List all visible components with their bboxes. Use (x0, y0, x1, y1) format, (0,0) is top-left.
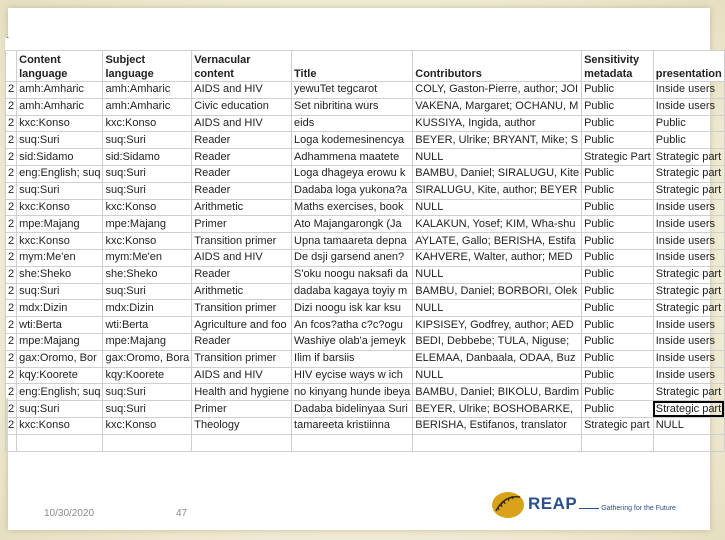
table-cell[interactable]: sid:Sidamo (103, 149, 192, 166)
reap-logo (490, 484, 684, 524)
table-cell[interactable]: BEYER, Ulrike; BRYANT, Mike; S (413, 132, 582, 149)
table-cell[interactable]: kxc:Konso (103, 233, 192, 250)
table-cell[interactable]: NULL (413, 149, 582, 166)
table-row (6, 384, 725, 401)
table-cell[interactable]: Dizi noogu isk kar ksu (292, 300, 413, 317)
column-header[interactable]: Title (292, 51, 413, 82)
selected-cell[interactable]: Strategic part (653, 401, 724, 418)
table-cell[interactable]: Inside users (653, 233, 724, 250)
table-cell[interactable]: amh:Amharic (103, 82, 192, 99)
column-header[interactable]: Sensitivity metadata (582, 51, 654, 82)
table-cell[interactable]: KAHVERE, Walter, author; MED (413, 249, 582, 266)
table-cell[interactable]: eng:English; suq (17, 384, 103, 401)
logo-divider (579, 508, 599, 509)
column-header[interactable]: Contributors (413, 51, 582, 82)
table-row (6, 149, 725, 166)
table-cell[interactable]: Health and hygiene (192, 384, 292, 401)
table-cell[interactable]: mym:Me'en (17, 249, 103, 266)
table-cell[interactable]: Inside users (653, 216, 724, 233)
table-cell[interactable] (413, 434, 582, 451)
table-cell[interactable]: Public (582, 333, 654, 350)
table-cell[interactable]: Reader (192, 149, 292, 166)
table-cell[interactable]: Reader (192, 132, 292, 149)
table-cell[interactable]: kqy:Koorete (103, 367, 192, 384)
table-cell[interactable]: suq:Suri (17, 182, 103, 199)
data-table (5, 50, 725, 452)
table-cell[interactable]: Primer (192, 401, 292, 418)
table-row (6, 266, 725, 283)
table-row (6, 333, 725, 350)
table-cell[interactable]: dadaba kagaya toyiy m (292, 283, 413, 300)
table-cell[interactable]: Public (582, 317, 654, 334)
table-cell[interactable]: Theology (192, 417, 292, 434)
table-cell[interactable]: Public (582, 283, 654, 300)
table-cell[interactable]: 2 (6, 401, 17, 418)
table-row (6, 82, 725, 99)
table-cell[interactable]: Agriculture and foo (192, 317, 292, 334)
table-cell[interactable]: Public (582, 249, 654, 266)
table-cell[interactable]: mdx:Dizin (103, 300, 192, 317)
table-cell[interactable]: suq:Suri (103, 283, 192, 300)
table-row (6, 300, 725, 317)
table-cell[interactable]: Public (582, 115, 654, 132)
spreadsheet-view (5, 38, 722, 432)
table-cell[interactable]: Public (582, 350, 654, 367)
table-row (6, 98, 725, 115)
slide-page-number: 47 (176, 508, 188, 519)
table-cell[interactable]: 2 (6, 233, 17, 250)
table-cell[interactable]: mpe:Majang (17, 216, 103, 233)
table-cell[interactable]: Strategic part (653, 182, 724, 199)
table-cell[interactable]: Inside users (653, 98, 724, 115)
table-cell[interactable]: 2 (6, 82, 17, 99)
table-cell[interactable]: Strategic part (582, 417, 654, 434)
table-cell[interactable]: Ilim if barsiis (292, 350, 413, 367)
table-cell[interactable]: BAMBU, Daniel; BORBORI, Olek (413, 283, 582, 300)
table-cell[interactable]: BAMBU, Daniel; SIRALUGU, Kite (413, 165, 582, 182)
table-cell[interactable] (6, 434, 17, 451)
table-cell[interactable]: Strategic part (653, 384, 724, 401)
table-cell[interactable]: 2 (6, 249, 17, 266)
table-row (6, 165, 725, 182)
table-cell[interactable]: wti:Berta (103, 317, 192, 334)
table-cell[interactable] (103, 434, 192, 451)
table-cell[interactable]: mpe:Majang (103, 333, 192, 350)
table-row (6, 417, 725, 434)
table-cell[interactable]: eids (292, 115, 413, 132)
table-cell[interactable]: NULL (413, 300, 582, 317)
table-cell[interactable]: kxc:Konso (17, 417, 103, 434)
table-cell[interactable]: AIDS and HIV (192, 115, 292, 132)
table-cell[interactable]: KALAKUN, Yosef; KIM, Wha-shu (413, 216, 582, 233)
table-cell[interactable]: NULL (653, 417, 724, 434)
table-cell[interactable]: Strategic Part (582, 149, 654, 166)
table-row (6, 283, 725, 300)
table-cell[interactable]: NULL (413, 367, 582, 384)
table-cell[interactable]: Arithmetic (192, 199, 292, 216)
table-cell[interactable]: S'oku noogu naksafi da (292, 266, 413, 283)
column-header[interactable]: Vernacular content (192, 51, 292, 82)
table-cell[interactable]: Public (582, 367, 654, 384)
table-cell[interactable]: kxc:Konso (17, 199, 103, 216)
table-cell[interactable]: Strategic part (653, 283, 724, 300)
table-cell[interactable]: suq:Suri (103, 132, 192, 149)
table-cell[interactable]: Arithmetic (192, 283, 292, 300)
table-row (6, 249, 725, 266)
table-cell[interactable]: suq:Suri (103, 182, 192, 199)
table-cell[interactable]: suq:Suri (103, 384, 192, 401)
table-body (6, 82, 725, 452)
table-cell[interactable]: HIV eycise ways w ich (292, 367, 413, 384)
table-cell[interactable]: wti:Berta (17, 317, 103, 334)
table-cell[interactable]: Reader (192, 182, 292, 199)
table-cell[interactable]: Inside users (653, 249, 724, 266)
table-cell[interactable]: Transition primer (192, 233, 292, 250)
table-cell[interactable]: Civic education (192, 98, 292, 115)
table-cell[interactable]: Public (582, 266, 654, 283)
table-cell[interactable]: 2 (6, 216, 17, 233)
table-cell[interactable]: Public (582, 199, 654, 216)
table-cell[interactable]: Dadaba loga yukona?a (292, 182, 413, 199)
table-cell[interactable]: Public (582, 401, 654, 418)
table-cell[interactable]: kxc:Konso (103, 417, 192, 434)
table-cell[interactable]: sid:Sidamo (17, 149, 103, 166)
column-header[interactable]: Subject language (103, 51, 192, 82)
table-cell[interactable]: SIRALUGU, Kite, author; BEYER (413, 182, 582, 199)
table-cell[interactable]: Strategic part (653, 165, 724, 182)
table-cell[interactable]: suq:Suri (17, 401, 103, 418)
table-cell[interactable] (192, 434, 292, 451)
table-cell[interactable]: Adhammena maatete (292, 149, 413, 166)
table-cell[interactable]: Public (582, 182, 654, 199)
reap-wheat-logo-icon (490, 487, 526, 521)
table-cell[interactable]: Inside users (653, 82, 724, 99)
table-cell[interactable]: Inside users (653, 367, 724, 384)
table-cell[interactable]: VAKENA, Margaret; OCHANU, M (413, 98, 582, 115)
table-cell[interactable]: AIDS and HIV (192, 82, 292, 99)
table-cell[interactable]: Upna tamaareta depna (292, 233, 413, 250)
table-cell[interactable]: KUSSIYA, Ingida, author (413, 115, 582, 132)
table-row (6, 317, 725, 334)
table-cell[interactable]: tamareeta kristiinna (292, 417, 413, 434)
table-cell[interactable]: suq:Suri (17, 283, 103, 300)
table-cell[interactable]: Set nibritina wurs (292, 98, 413, 115)
table-cell[interactable]: NULL (413, 199, 582, 216)
table-cell[interactable]: Loga kodemesinencya (292, 132, 413, 149)
table-cell[interactable]: BERISHA, Estifanos, translator (413, 417, 582, 434)
table-cell[interactable]: Ato Majangarongk (Ja (292, 216, 413, 233)
table-cell[interactable]: 2 (6, 300, 17, 317)
table-cell[interactable]: Strategic part (653, 300, 724, 317)
table-cell[interactable]: amh:Amharic (17, 98, 103, 115)
table-cell[interactable]: no kinyang hunde ibeya (292, 384, 413, 401)
table-cell[interactable]: Public (582, 165, 654, 182)
table-cell[interactable]: Reader (192, 266, 292, 283)
logo-tagline: Gathering for the Future (601, 504, 676, 512)
table-row (6, 434, 725, 451)
table-cell[interactable]: amh:Amharic (103, 98, 192, 115)
table-cell[interactable] (17, 434, 103, 451)
table-cell[interactable]: gax:Oromo, Bora (103, 350, 192, 367)
table-cell[interactable]: Public (582, 98, 654, 115)
table-row (6, 233, 725, 250)
table-cell[interactable]: Public (582, 233, 654, 250)
table-cell[interactable]: she:Sheko (17, 266, 103, 283)
table-cell[interactable]: Public (653, 115, 724, 132)
table-cell[interactable]: COLY, Gaston-Pierre, author; JOI (413, 82, 582, 99)
table-cell[interactable]: Transition primer (192, 350, 292, 367)
slide-date: 10/30/2020 (44, 508, 95, 519)
table-cell[interactable]: Primer (192, 216, 292, 233)
table-cell[interactable]: Dadaba bidelinyaa Suri (292, 401, 413, 418)
table-cell[interactable]: mpe:Majang (17, 333, 103, 350)
table-cell[interactable]: Public (582, 132, 654, 149)
table-cell[interactable]: kxc:Konso (17, 233, 103, 250)
table-cell[interactable]: 2 (6, 317, 17, 334)
table-cell[interactable]: An fcos?atha c?c?ogu (292, 317, 413, 334)
table-cell[interactable]: Public (582, 82, 654, 99)
table-cell[interactable] (582, 434, 654, 451)
table-cell[interactable]: ELEMAA, Danbaala, ODAA, Buz (413, 350, 582, 367)
table-cell[interactable]: 2 (6, 350, 17, 367)
table-row (6, 115, 725, 132)
table-cell[interactable]: 2 (6, 98, 17, 115)
table-row (6, 367, 725, 384)
table-cell[interactable]: Inside users (653, 199, 724, 216)
table-cell[interactable] (653, 434, 724, 451)
table-cell[interactable]: Inside users (653, 317, 724, 334)
table-cell[interactable]: De dsji garsend anen? (292, 249, 413, 266)
column-header[interactable]: presentation (653, 51, 724, 82)
table-row (6, 182, 725, 199)
table-cell[interactable]: kqy:Koorete (17, 367, 103, 384)
table-cell[interactable]: BEDI, Debbebe; TULA, Niguse; (413, 333, 582, 350)
table-row (6, 132, 725, 149)
table-cell[interactable]: AIDS and HIV (192, 249, 292, 266)
table-cell[interactable]: Public (653, 132, 724, 149)
table-cell[interactable]: 2 (6, 199, 17, 216)
table-cell[interactable]: Reader (192, 333, 292, 350)
logo-name: REAP (528, 494, 578, 513)
table-cell[interactable]: AYLATE, Gallo; BERISHA, Estifa (413, 233, 582, 250)
table-cell[interactable]: yewuTet tegcarot (292, 82, 413, 99)
table-cell[interactable]: suq:Suri (17, 132, 103, 149)
table-cell[interactable]: 2 (6, 132, 17, 149)
table-cell[interactable]: Public (582, 216, 654, 233)
table-cell[interactable]: kxc:Konso (17, 115, 103, 132)
table-cell[interactable]: amh:Amharic (17, 82, 103, 99)
table-row (6, 216, 725, 233)
table-cell[interactable]: BEYER, Ulrike; BOSHOBARKE, (413, 401, 582, 418)
table-cell[interactable]: 2 (6, 149, 17, 166)
table-cell[interactable]: suq:Suri (103, 165, 192, 182)
table-row (6, 401, 725, 418)
table-cell[interactable]: BAMBU, Daniel; BIKOLU, Bardim (413, 384, 582, 401)
header-row (6, 51, 725, 82)
table-cell[interactable]: 2 (6, 115, 17, 132)
table-cell[interactable]: Maths exercises, book (292, 199, 413, 216)
table-row (6, 199, 725, 216)
table-cell[interactable]: suq:Suri (103, 401, 192, 418)
table-cell[interactable]: mpe:Majang (103, 216, 192, 233)
table-cell[interactable]: Washiye olab'a jemeyk (292, 333, 413, 350)
table-cell[interactable]: Strategic part (653, 149, 724, 166)
table-cell[interactable]: Public (582, 300, 654, 317)
table-cell[interactable]: Public (582, 384, 654, 401)
table-cell[interactable] (292, 434, 413, 451)
table-cell[interactable]: Strategic part (653, 266, 724, 283)
table-cell[interactable]: NULL (413, 266, 582, 283)
table-cell[interactable]: kxc:Konso (103, 115, 192, 132)
table-cell[interactable]: Inside users (653, 350, 724, 367)
table-cell[interactable]: Reader (192, 165, 292, 182)
table-cell[interactable]: eng:English; suq (17, 165, 103, 182)
table-cell[interactable]: AIDS and HIV (192, 367, 292, 384)
table-cell[interactable]: KIPSISEY, Godfrey, author; AED (413, 317, 582, 334)
table-cell[interactable]: mym:Me'en (103, 249, 192, 266)
table-cell[interactable]: 2 (6, 165, 17, 182)
table-cell[interactable]: 2 (6, 182, 17, 199)
table-cell[interactable]: mdx:Dizin (17, 300, 103, 317)
column-header[interactable]: Content language (17, 51, 103, 82)
table-cell[interactable]: kxc:Konso (103, 199, 192, 216)
column-header[interactable] (6, 51, 17, 82)
table-cell[interactable]: 2 (6, 417, 17, 434)
table-cell[interactable]: 2 (6, 333, 17, 350)
table-cell[interactable]: 2 (6, 367, 17, 384)
table-cell[interactable]: Loga dhageya erowu k (292, 165, 413, 182)
table-cell[interactable]: gax:Oromo, Bor (17, 350, 103, 367)
table-row (6, 350, 725, 367)
table-cell[interactable]: Transition primer (192, 300, 292, 317)
table-cell[interactable]: Inside users (653, 333, 724, 350)
table-cell[interactable]: 2 (6, 266, 17, 283)
table-cell[interactable]: 2 (6, 283, 17, 300)
table-cell[interactable]: 2 (6, 384, 17, 401)
table-cell[interactable]: she:Sheko (103, 266, 192, 283)
